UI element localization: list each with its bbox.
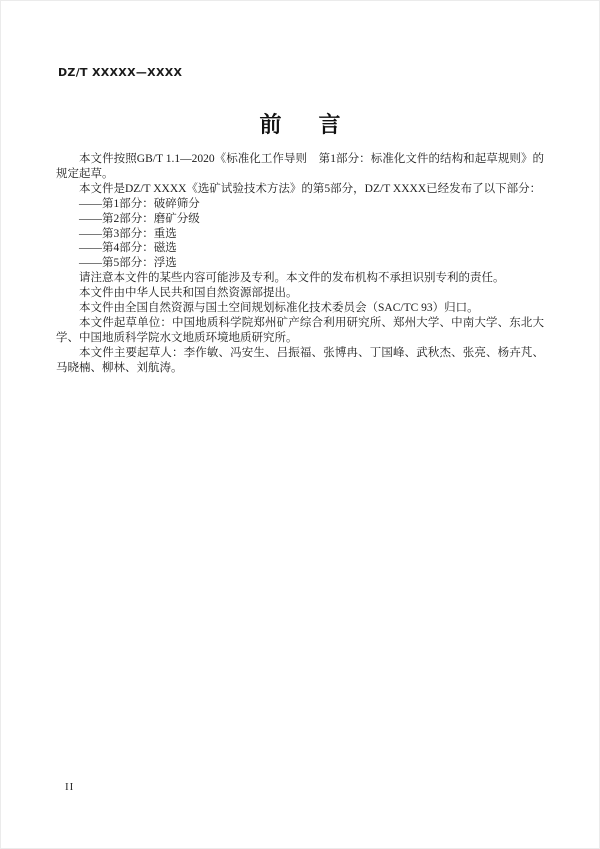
paragraph-centralized-by: 本文件由全国自然资源与国土空间规划标准化技术委员会（SAC/TC 93）归口。 bbox=[79, 302, 479, 315]
paragraph-proposed-by: 本文件由中华人民共和国自然资源部提出。 bbox=[79, 287, 298, 300]
page-number: II bbox=[65, 781, 75, 793]
list-item-part2: ——第2部分：磨矿分级 bbox=[79, 212, 200, 225]
list-item-part5: ——第5部分：浮选 bbox=[79, 257, 177, 270]
paragraph-patent-notice: 请注意本文件的某些内容可能涉及专利。本文件的发布机构不承担识别专利的责任。 bbox=[79, 272, 505, 285]
list-item-part3: ——第3部分：重选 bbox=[79, 227, 177, 240]
paragraph-main-drafters: 本文件主要起草人：李作敏、冯安生、吕振福、张博冉、丁国峰、武秋杰、张亮、杨卉芃、马晓楠、柳林、刘航涛。 bbox=[56, 346, 544, 374]
page-title bbox=[1, 113, 599, 139]
list-item-part4: ——第4部分：磁选 bbox=[79, 242, 177, 255]
title-char-yan: 言 bbox=[318, 113, 341, 138]
paragraph-drafting-basis: 本文件按照GB/T 1.1—2020《标准化工作导则 第1部分：标准化文件的结构和起草规则》的规定起草。 bbox=[56, 153, 544, 180]
document-number: DZ/T XXXXX—XXXX bbox=[58, 66, 183, 79]
paragraph-drafting-organizations: 本文件起草单位：中国地质科学院郑州矿产综合利用研究所、郑州大学、中南大学、东北大学、中国地质科学院水文地质环境地质研究所。 bbox=[56, 316, 544, 344]
list-item-part1: ——第1部分：破碎筛分 bbox=[79, 197, 200, 210]
paragraph-series-intro: 本文件是DZ/T XXXX《选矿试验技术方法》的第5部分，DZ/T XXXX已经发布了以下部分： bbox=[79, 182, 542, 195]
title-char-qian: 前 bbox=[259, 113, 282, 138]
foreword-content bbox=[56, 152, 544, 376]
